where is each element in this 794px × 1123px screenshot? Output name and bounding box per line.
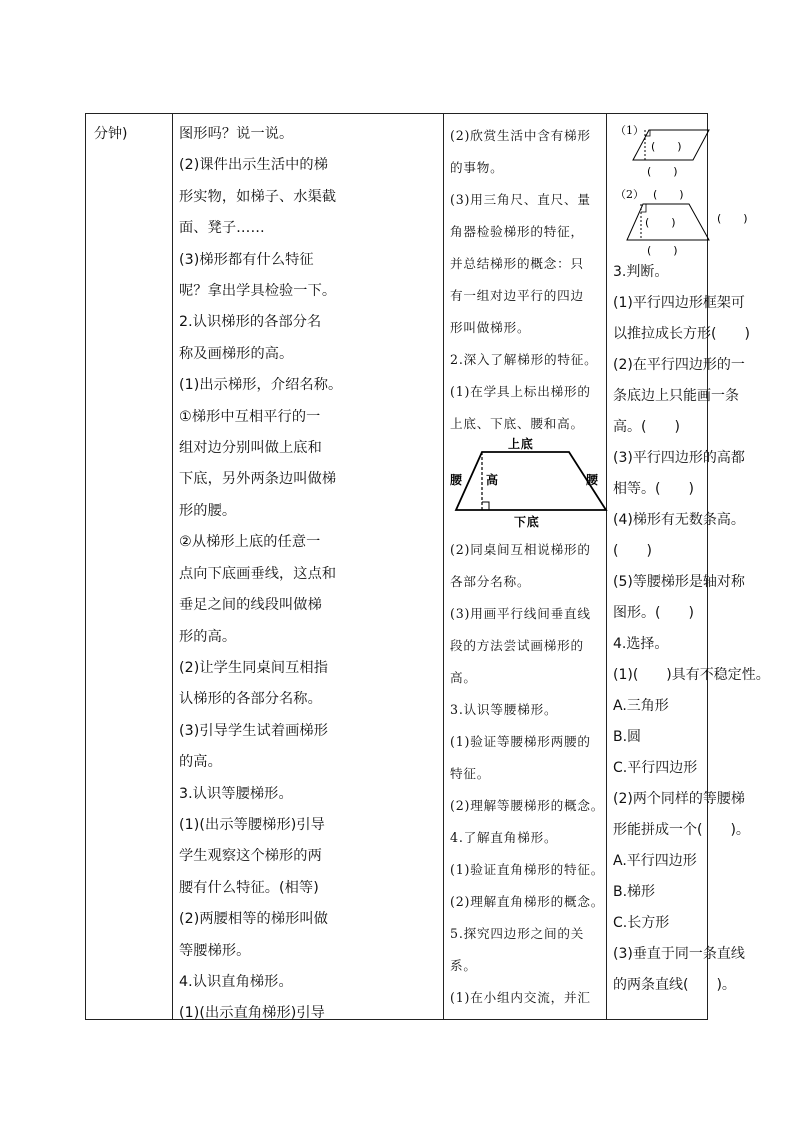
student-activity-column [444,114,607,1019]
student-activity-line: 形叫做梯形。 [450,320,531,335]
teacher-activity-line: 点向下底画垂线，这点和 [179,565,337,582]
teacher-activity-line: 等腰梯形。 [179,942,251,959]
teacher-activity-line: (2)课件出示生活中的梯 [179,157,328,174]
teacher-activity-line: 认梯形的各部分名称。 [179,691,322,708]
time-label: 分钟) [94,126,128,142]
figure-2-blank-right: ( ) [717,212,748,225]
label-upper-base: 上底 [508,437,534,451]
figure-2-blank-bottom: ( ) [647,244,678,257]
exercise-line: ( ) [613,543,652,559]
student-activity-line: 有一组对边平行的四边 [450,288,584,303]
teacher-activity-line: 3.认识等腰梯形。 [179,785,293,802]
figure-2-blank-top: ( ) [653,188,684,201]
student-activity-line: 系。 [450,958,477,973]
teacher-activity-line: 下底，另外两条边叫做梯 [179,471,337,488]
student-activity-line: (1)验证等腰梯形两腰的 [450,734,591,749]
exercise-line: A.三角形 [613,698,669,714]
exercise-line: 条底边上只能画一条 [613,388,739,404]
trapezoid-diagram [450,437,612,534]
teacher-activity-line: 面、凳子…… [179,220,265,237]
teacher-activity-line: 形的高。 [179,628,237,645]
student-activity-line: 2.深入了解梯形的特征。 [450,352,598,367]
teacher-activity-line: 呢？拿出学具检验一下。 [179,283,337,300]
teacher-activity-line: ①梯形中互相平行的一 [179,408,321,425]
exercise-line: 以推拉成长方形( ) [613,326,750,342]
student-activity-line: (2)同桌间互相说梯形的 [450,542,591,557]
student-activity-line: 4.了解直角梯形。 [450,830,558,845]
student-activity-line: 的事物。 [450,160,504,175]
student-activity-text [450,120,605,1014]
figure-2-blank-mid: ( ) [645,216,676,229]
teacher-activity-text [179,119,439,1030]
teacher-activity-line: 形实物，如梯子、水渠截 [179,188,337,205]
teacher-activity-line: (2)让学生同桌间互相指 [179,659,328,676]
exercise-line: A.平行四边形 [613,853,697,869]
trapezoid-parts-figure [450,437,602,534]
exercise-line: (5)等腰梯形是轴对称 [613,574,745,590]
teacher-activity-line: 学生观察这个梯形的两 [179,848,322,865]
time-column [86,114,173,1019]
teacher-activity-line: (1)(出示直角梯形)引导 [179,1005,325,1022]
student-activity-line: (1)在小组内交流，并汇 [450,990,591,1005]
student-activity-line: 5.探究四边形之间的关 [450,926,585,941]
teacher-activity-line: ②从梯形上底的任意一 [179,534,321,551]
figure-1-blank-b: ( ) [647,165,678,178]
exercise-line: 图形。( ) [613,605,694,621]
student-activity-line: (2)理解直角梯形的概念。 [450,894,605,909]
teacher-activity-line: 组对边分别叫做上底和 [179,440,322,457]
exercise-line: C.长方形 [613,915,670,931]
exercise-line: B.圆 [613,729,642,745]
teacher-activity-line: 称及画梯形的高。 [179,345,294,362]
teacher-activity-line: (3)梯形都有什么特征 [179,251,314,268]
student-activity-line: (1)验证直角梯形的特征。 [450,862,605,877]
teacher-activity-line: (1)出示梯形，介绍名称。 [179,377,343,394]
student-activity-line: 3.认识等腰梯形。 [450,702,558,717]
exercise-line: (3)垂直于同一条直线 [613,946,745,962]
exercise-line: 4.选择。 [613,636,669,652]
teacher-activity-line: (2)两腰相等的梯形叫做 [179,911,328,928]
time-column-text [94,123,168,143]
lesson-table [85,113,770,1022]
teacher-activity-line: 图形吗？说一说。 [179,126,294,142]
student-activity-line: 特征。 [450,766,491,781]
exercise-column [607,114,770,1019]
exercise-line: 3.判断。 [613,264,669,280]
figure-1-blank-a: ( ) [651,140,682,153]
exercise-line: (4)梯形有无数条高。 [613,512,745,528]
student-activity-line: (2)理解等腰梯形的概念。 [450,798,605,813]
student-activity-line: (1)在学具上标出梯形的 [450,384,591,399]
student-activity-line: (3)用三角尺、直尺、量 [450,192,591,207]
student-activity-line: 各部分名称。 [450,574,531,589]
teacher-activity-line: (3)引导学生试着画梯形 [179,722,328,739]
exercise-line: (2)在平行四边形的一 [613,357,745,373]
figure-2-label: （2） [615,188,644,201]
label-right-leg: 腰 [586,473,599,487]
exercise-line: (2)两个同样的等腰梯 [613,791,745,807]
height-exercise-figures [613,120,748,257]
figure-1-label: （1） [615,124,644,137]
label-lower-base: 下底 [514,515,540,529]
teacher-activity-line: 腰有什么特征。(相等) [179,879,319,896]
teacher-activity-line: 2.认识梯形的各部分名 [179,314,322,331]
exercise-line: 形能拼成一个( )。 [613,822,750,838]
teacher-activity-line: (1)(出示等腰梯形)引导 [179,816,325,833]
exercise-line: (1)( )具有不稳定性。 [613,667,770,683]
student-activity-line: (2)欣赏生活中含有梯形 [450,128,591,143]
exercise-line: C.平行四边形 [613,760,698,776]
exercise-text [613,257,770,1001]
student-activity-line: 上底、下底、腰和高。 [450,416,584,431]
student-activity-line: 角器检验梯形的特征， [450,224,584,239]
exercise-line: (3)平行四边形的高都 [613,450,745,466]
student-activity-line: 段的方法尝试画梯形的 [450,638,584,653]
exercise-line: 高。( ) [613,419,680,435]
exercise-line: 相等。( ) [613,481,694,497]
teacher-activity-column [173,114,444,1022]
exercise-line: 的两条直线( )。 [613,977,736,993]
exercise-line: B.梯形 [613,884,656,900]
student-activity-line: 高。 [450,670,477,685]
teacher-activity-line: 垂足之间的线段叫做梯 [179,597,322,614]
label-left-leg: 腰 [450,473,463,487]
exercise-line: (1)平行四边形框架可 [613,295,745,311]
teacher-activity-line: 形的腰。 [179,502,237,519]
teacher-activity-line: 4.认识直角梯形。 [179,973,293,990]
student-activity-line: 并总结梯形的概念：只 [450,256,584,271]
teacher-activity-line: 的高。 [179,754,222,771]
label-height: 高 [486,473,499,487]
student-activity-line: (3)用画平行线间垂直线 [450,606,591,621]
